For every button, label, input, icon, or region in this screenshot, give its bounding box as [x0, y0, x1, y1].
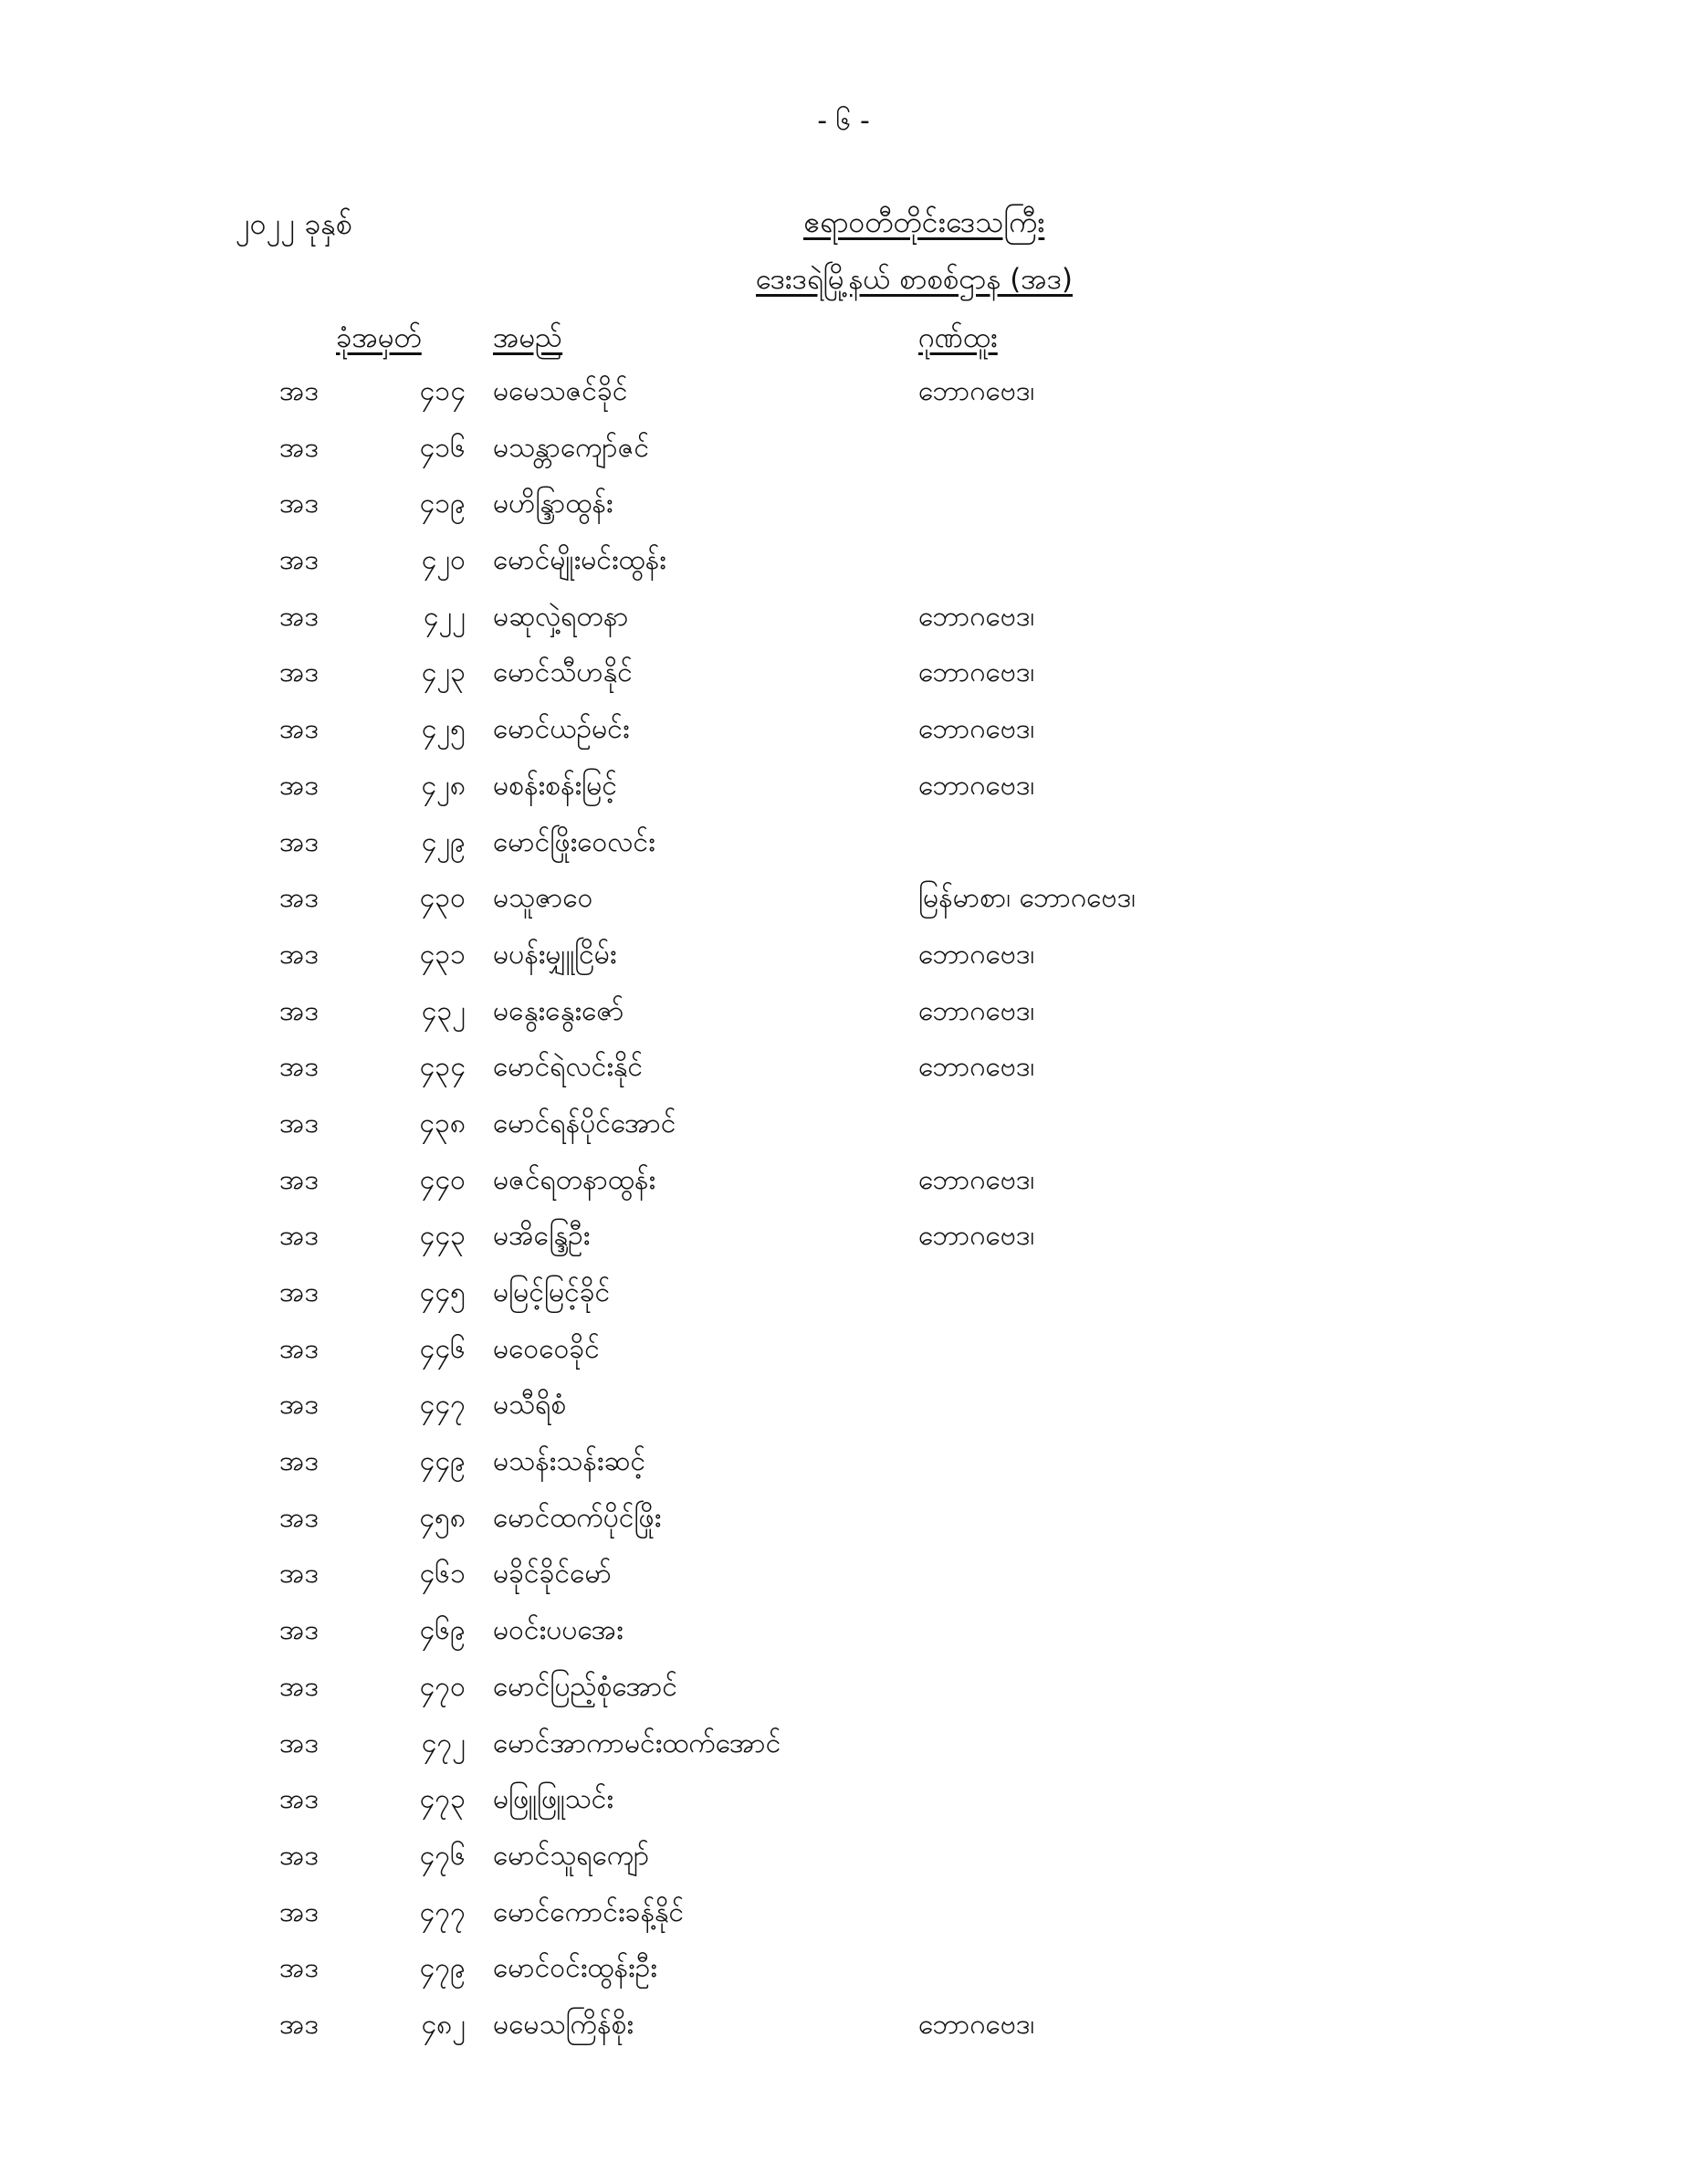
row-code: အဒ	[279, 1614, 320, 1647]
row-roll-number: ၄၇၉	[419, 1952, 466, 1985]
table-row	[0, 1725, 1687, 1781]
table-row	[0, 1555, 1687, 1612]
row-roll-number: ၄၄၀	[419, 1163, 466, 1196]
row-code: အဒ	[279, 1220, 320, 1253]
row-student-name: မောင်ဝင်းထွန်းဦး	[493, 1952, 657, 1985]
row-roll-number: ၄၂၅	[421, 713, 466, 746]
table-row	[0, 373, 1687, 429]
row-student-name: မဝေဝေခိုင်	[493, 1332, 600, 1365]
row-roll-number: ၄၄၇	[419, 1389, 466, 1422]
table-row	[0, 1894, 1687, 1950]
row-student-name: မခိုင်ခိုင်မော်	[493, 1558, 612, 1591]
row-code: အဒ	[279, 1895, 320, 1928]
table-row	[0, 710, 1687, 767]
table-row	[0, 1949, 1687, 2006]
table-row	[0, 1780, 1687, 1837]
header-roll-no: ခုံအမှတ်	[336, 321, 422, 354]
header-name: အမည်	[493, 321, 563, 354]
row-distinction: ဘောဂဗေဒ၊	[918, 1220, 1035, 1253]
row-code: အဒ	[279, 544, 320, 577]
table-row	[0, 654, 1687, 710]
table-row	[0, 824, 1687, 880]
table-row	[0, 1274, 1687, 1330]
row-roll-number: ၄၅၈	[419, 1501, 466, 1534]
table-row	[0, 1105, 1687, 1161]
row-student-name: မဆုလှဲ့ရတနာ	[493, 600, 629, 633]
table-row	[0, 429, 1687, 486]
row-student-name: မောင်ယဉ်မင်း	[493, 713, 630, 746]
row-code: အဒ	[279, 1727, 320, 1759]
table-row	[0, 1330, 1687, 1387]
row-student-name: မမေသဇင်ခိုင်	[493, 375, 628, 407]
row-student-name: မဖြူဖြူသင်း	[493, 1783, 614, 1816]
table-row	[0, 598, 1687, 655]
row-code: အဒ	[279, 1107, 320, 1139]
row-roll-number: ၄၃၄	[419, 1051, 466, 1084]
row-code: အဒ	[279, 1670, 320, 1703]
table-row	[0, 1161, 1687, 1218]
table-row	[0, 1499, 1687, 1556]
row-roll-number: ၄၂၈	[421, 769, 466, 802]
row-code: အဒ	[279, 1783, 320, 1816]
row-code: အဒ	[279, 1952, 320, 1985]
row-code: အဒ	[279, 1839, 320, 1872]
row-roll-number: ၄၃၈	[419, 1107, 466, 1139]
region-title: ဧရာဝတီတိုင်းဒေသကြီး	[803, 205, 1045, 239]
row-code: အဒ	[279, 713, 320, 746]
row-code: အဒ	[279, 1276, 320, 1308]
table-row	[0, 1217, 1687, 1274]
row-student-name: မောင်သူရကျော်	[493, 1839, 650, 1872]
row-student-name: မောင်ရဲလင်းနိုင်	[493, 1051, 644, 1084]
row-roll-number: ၄၃၀	[419, 882, 466, 915]
row-roll-number: ၄၄၃	[419, 1220, 466, 1253]
row-distinction: ဘောဂဗေဒ၊	[918, 2008, 1035, 2041]
row-code: အဒ	[279, 2008, 320, 2041]
row-roll-number: ၄၃၁	[419, 938, 466, 971]
table-row	[0, 1612, 1687, 1668]
row-code: အဒ	[279, 1332, 320, 1365]
header-distinction: ဂုဏ်ထူး	[918, 321, 998, 354]
row-roll-number: ၄၇၀	[419, 1670, 466, 1703]
table-row	[0, 1443, 1687, 1499]
row-distinction: ဘောဂဗေဒ၊	[918, 769, 1035, 802]
row-distinction: ဘောဂဗေဒ၊	[918, 656, 1035, 689]
row-student-name: မောင်သီဟနိုင်	[493, 656, 633, 689]
row-roll-number: ၄၆၁	[419, 1558, 466, 1591]
row-distinction: ဘောဂဗေဒ၊	[918, 1051, 1035, 1084]
row-roll-number: ၄၄၅	[419, 1276, 466, 1308]
row-distinction: ဘောဂဗေဒ၊	[918, 994, 1035, 1027]
row-roll-number: ၄၆၉	[419, 1614, 466, 1647]
row-code: အဒ	[279, 1501, 320, 1534]
table-row	[0, 1386, 1687, 1443]
row-code: အဒ	[279, 882, 320, 915]
row-roll-number: ၄၁၄	[419, 375, 466, 407]
row-code: အဒ	[279, 1051, 320, 1084]
table-row	[0, 485, 1687, 541]
row-student-name: မောင်ကောင်းခန့်နိုင်	[493, 1895, 685, 1928]
row-student-name: မောင်ထက်ပိုင်ဖြိုး	[493, 1501, 662, 1534]
row-code: အဒ	[279, 994, 320, 1027]
table-row	[0, 936, 1687, 992]
row-code: အဒ	[279, 938, 320, 971]
row-roll-number: ၄၇၆	[419, 1839, 466, 1872]
row-roll-number: ၄၂၀	[421, 544, 466, 577]
table-header	[0, 320, 1687, 360]
row-code: အဒ	[279, 769, 320, 802]
row-student-name: မစန်းစန်းမြင့်	[493, 769, 617, 802]
row-code: အဒ	[279, 488, 320, 520]
row-roll-number: ၄၇၂	[421, 1727, 466, 1759]
row-code: အဒ	[279, 431, 320, 464]
table-row	[0, 1668, 1687, 1725]
row-student-name: မအိန္ဒြေဦး	[493, 1220, 591, 1253]
row-student-name: မသူဇာဝေ	[493, 882, 593, 915]
row-code: အဒ	[279, 1389, 320, 1422]
exam-center-title: ဒေးဒရဲမြို့နယ် စာစစ်ဌာန (အဒ)	[756, 263, 1074, 296]
row-roll-number: ၄၇၇	[419, 1895, 466, 1928]
row-roll-number: ၄၂၃	[421, 656, 466, 689]
table-row	[0, 1048, 1687, 1105]
row-code: အဒ	[279, 656, 320, 689]
row-distinction: ဘောဂဗေဒ၊	[918, 375, 1035, 407]
row-code: အဒ	[279, 1558, 320, 1591]
row-student-name: မောင်မျိုးမင်းထွန်း	[493, 544, 666, 577]
row-code: အဒ	[279, 600, 320, 633]
row-student-name: မနွေးနွေးဇော်	[493, 994, 624, 1027]
row-student-name: မောင်ပြည့်စုံအောင်	[493, 1670, 678, 1703]
row-distinction: ဘောဂဗေဒ၊	[918, 713, 1035, 746]
row-code: အဒ	[279, 1445, 320, 1478]
row-roll-number: ၄၂၂	[423, 600, 466, 633]
row-roll-number: ၄၁၉	[419, 488, 466, 520]
row-student-name: မောင်အာကာမင်းထက်အောင်	[493, 1727, 781, 1759]
row-roll-number: ၄၂၉	[421, 825, 466, 858]
row-code: အဒ	[279, 825, 320, 858]
row-student-name: မပန်းမျှူငြိမ်း	[493, 938, 617, 971]
row-roll-number: ၄၃၂	[421, 994, 466, 1027]
row-roll-number: ၄၈၂	[421, 2008, 466, 2041]
row-roll-number: ၄၁၆	[419, 431, 466, 464]
row-code: အဒ	[279, 375, 320, 407]
table-row	[0, 992, 1687, 1049]
row-distinction: ဘောဂဗေဒ၊	[918, 1163, 1035, 1196]
results-list	[0, 373, 1687, 2063]
row-code: အဒ	[279, 1163, 320, 1196]
row-student-name: မဟိန္ဒြာထွန်း	[493, 488, 613, 520]
page-number: - ၆ -	[817, 105, 870, 137]
table-row	[0, 879, 1687, 936]
table-row	[0, 1837, 1687, 1894]
row-roll-number: ၄၄၉	[419, 1445, 466, 1478]
row-distinction: ဘောဂဗေဒ၊	[918, 600, 1035, 633]
row-student-name: မမေသကြိန်စိုး	[493, 2008, 634, 2041]
row-distinction: ဘောဂဗေဒ၊	[918, 938, 1035, 971]
row-student-name: မမြင့်မြင့်ခိုင်	[493, 1276, 611, 1308]
table-row	[0, 767, 1687, 824]
row-student-name: မသန်းသန်းဆင့်	[493, 1445, 646, 1478]
row-student-name: မဇင်ရတနာထွန်း	[493, 1163, 656, 1196]
row-student-name: မောင်ဖြိုးဝေလင်း	[493, 825, 655, 858]
row-student-name: မဝင်းပပအေး	[493, 1614, 623, 1647]
row-roll-number: ၄၄၆	[419, 1332, 466, 1365]
row-student-name: မောင်ရန်ပိုင်အောင်	[493, 1107, 676, 1139]
row-student-name: မသီရိစံ	[493, 1389, 567, 1422]
table-row	[0, 2006, 1687, 2063]
row-distinction: မြန်မာစာ၊ ဘောဂဗေဒ၊	[918, 882, 1136, 915]
row-roll-number: ၄၇၃	[419, 1783, 466, 1816]
table-row	[0, 541, 1687, 598]
exam-year: ၂၀၂၂ ခုနှစ်	[236, 206, 352, 241]
row-student-name: မသန္တာကျော်ဇင်	[493, 431, 650, 464]
